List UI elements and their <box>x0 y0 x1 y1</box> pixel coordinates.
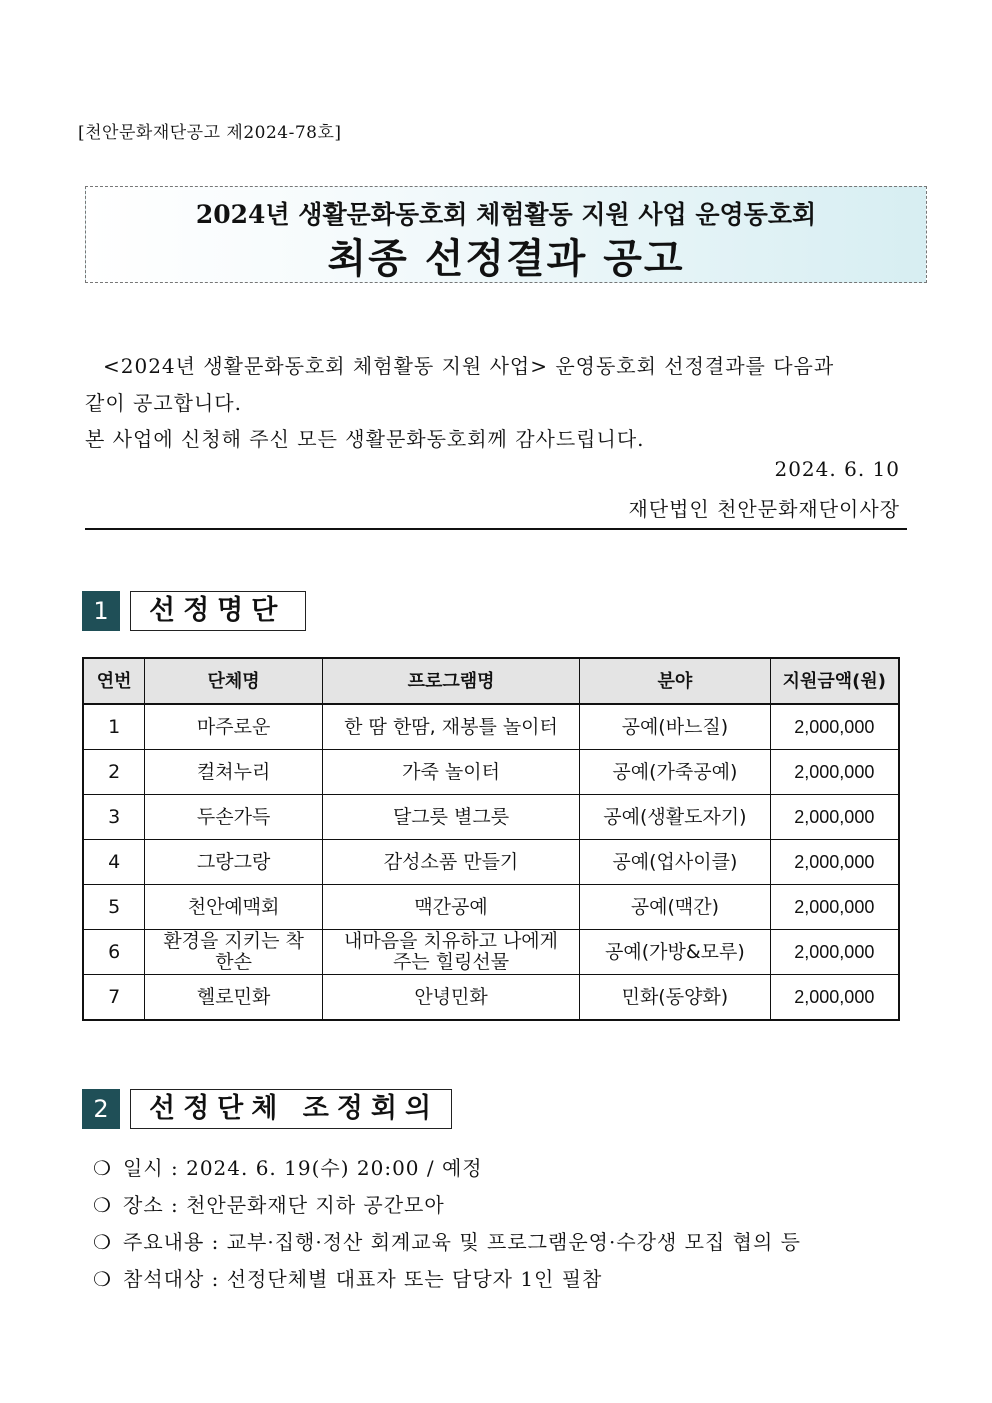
header-group: 단체명 <box>145 658 323 704</box>
signer: 재단법인 천안문화재단이사장 <box>628 497 900 521</box>
cell-amount: 2,000,000 <box>770 704 899 750</box>
cell-field: 공예(맥간) <box>580 885 770 930</box>
cell-no: 6 <box>83 930 145 975</box>
cell-no: 3 <box>83 795 145 840</box>
cell-program: 내마음을 치유하고 나에게 주는 힐링선물 <box>322 930 579 975</box>
meeting-content <box>93 1226 801 1255</box>
cell-program: 달그릇 별그릇 <box>322 795 579 840</box>
cell-field: 공예(가방&모루) <box>580 930 770 975</box>
cell-no: 2 <box>83 750 145 795</box>
section-2-number: 2 <box>82 1089 120 1129</box>
cell-no: 4 <box>83 840 145 885</box>
title-box <box>85 186 927 283</box>
header-program: 프로그램명 <box>322 658 579 704</box>
cell-no: 1 <box>83 704 145 750</box>
table-row <box>83 885 899 930</box>
table-row <box>83 750 899 795</box>
cell-group: 환경을 지키는 착한손 <box>145 930 323 975</box>
circle-bullet-icon: ❍ <box>93 1267 112 1291</box>
title-line-1: 2024년 생활문화동호회 체험활동 지원 사업 운영동호회 <box>195 200 817 229</box>
bullet-text: 장소 : 천안문화재단 지하 공간모아 <box>123 1193 445 1217</box>
cell-program: 감성소품 만들기 <box>322 840 579 885</box>
cell-field: 공예(가죽공예) <box>580 750 770 795</box>
intro-line-1: <2024년 생활문화동호회 체험활동 지원 사업> 운영동호회 선정결과를 다음과 <box>103 354 835 378</box>
bullet-text: 일시 : 2024. 6. 19(수) 20:00 / 예정 <box>123 1156 483 1180</box>
cell-group: 헬로민화 <box>145 975 323 1021</box>
meeting-datetime <box>93 1152 483 1181</box>
meeting-attendees <box>93 1263 602 1292</box>
cell-amount: 2,000,000 <box>770 840 899 885</box>
selection-table <box>82 657 900 1021</box>
title-line-2: 최종 선정결과 공고 <box>327 235 685 282</box>
circle-bullet-icon: ❍ <box>93 1156 112 1180</box>
circle-bullet-icon: ❍ <box>93 1230 112 1254</box>
cell-field: 공예(업사이클) <box>580 840 770 885</box>
header-amount: 지원금액(원) <box>770 658 899 704</box>
cell-group: 천안예맥회 <box>145 885 323 930</box>
cell-field: 민화(동양화) <box>580 975 770 1021</box>
cell-group: 컬쳐누리 <box>145 750 323 795</box>
cell-amount: 2,000,000 <box>770 930 899 975</box>
cell-program: 안녕민화 <box>322 975 579 1021</box>
bullet-text: 주요내용 : 교부·집행·정산 회계교육 및 프로그램운영·수강생 모집 협의 등 <box>123 1230 801 1254</box>
cell-group: 그랑그랑 <box>145 840 323 885</box>
intro-line-3: 본 사업에 신청해 주신 모든 생활문화동호회께 감사드립니다. <box>85 427 645 451</box>
cell-program: 맥간공예 <box>322 885 579 930</box>
notice-number: [천안문화재단공고 제2024-78호] <box>78 123 342 143</box>
cell-amount: 2,000,000 <box>770 885 899 930</box>
table-row <box>83 704 899 750</box>
cell-amount: 2,000,000 <box>770 795 899 840</box>
cell-group: 마주로운 <box>145 704 323 750</box>
table-row <box>83 975 899 1021</box>
intro-line-2: 같이 공고합니다. <box>85 391 242 415</box>
circle-bullet-icon: ❍ <box>93 1193 112 1217</box>
table-row <box>83 840 899 885</box>
section-1-number: 1 <box>82 591 120 631</box>
cell-no: 5 <box>83 885 145 930</box>
bullet-text: 참석대상 : 선정단체별 대표자 또는 담당자 1인 필참 <box>123 1267 603 1291</box>
cell-amount: 2,000,000 <box>770 975 899 1021</box>
cell-amount: 2,000,000 <box>770 750 899 795</box>
table-header-row <box>83 658 899 704</box>
cell-program: 한 땀 한땀, 재봉틀 놀이터 <box>322 704 579 750</box>
meeting-place <box>93 1189 445 1218</box>
cell-field: 공예(생활도자기) <box>580 795 770 840</box>
cell-program: 가죽 놀이터 <box>322 750 579 795</box>
notice-date: 2024. 6. 10 <box>774 457 900 481</box>
cell-no: 7 <box>83 975 145 1021</box>
header-no: 연번 <box>83 658 145 704</box>
section-2-title: 선정단체 조정회의 <box>130 1089 452 1129</box>
header-field: 분야 <box>580 658 770 704</box>
cell-group: 두손가득 <box>145 795 323 840</box>
table-row <box>83 930 899 975</box>
cell-field: 공예(바느질) <box>580 704 770 750</box>
divider <box>85 528 907 530</box>
section-1-title: 선정명단 <box>130 591 306 631</box>
table-row <box>83 795 899 840</box>
